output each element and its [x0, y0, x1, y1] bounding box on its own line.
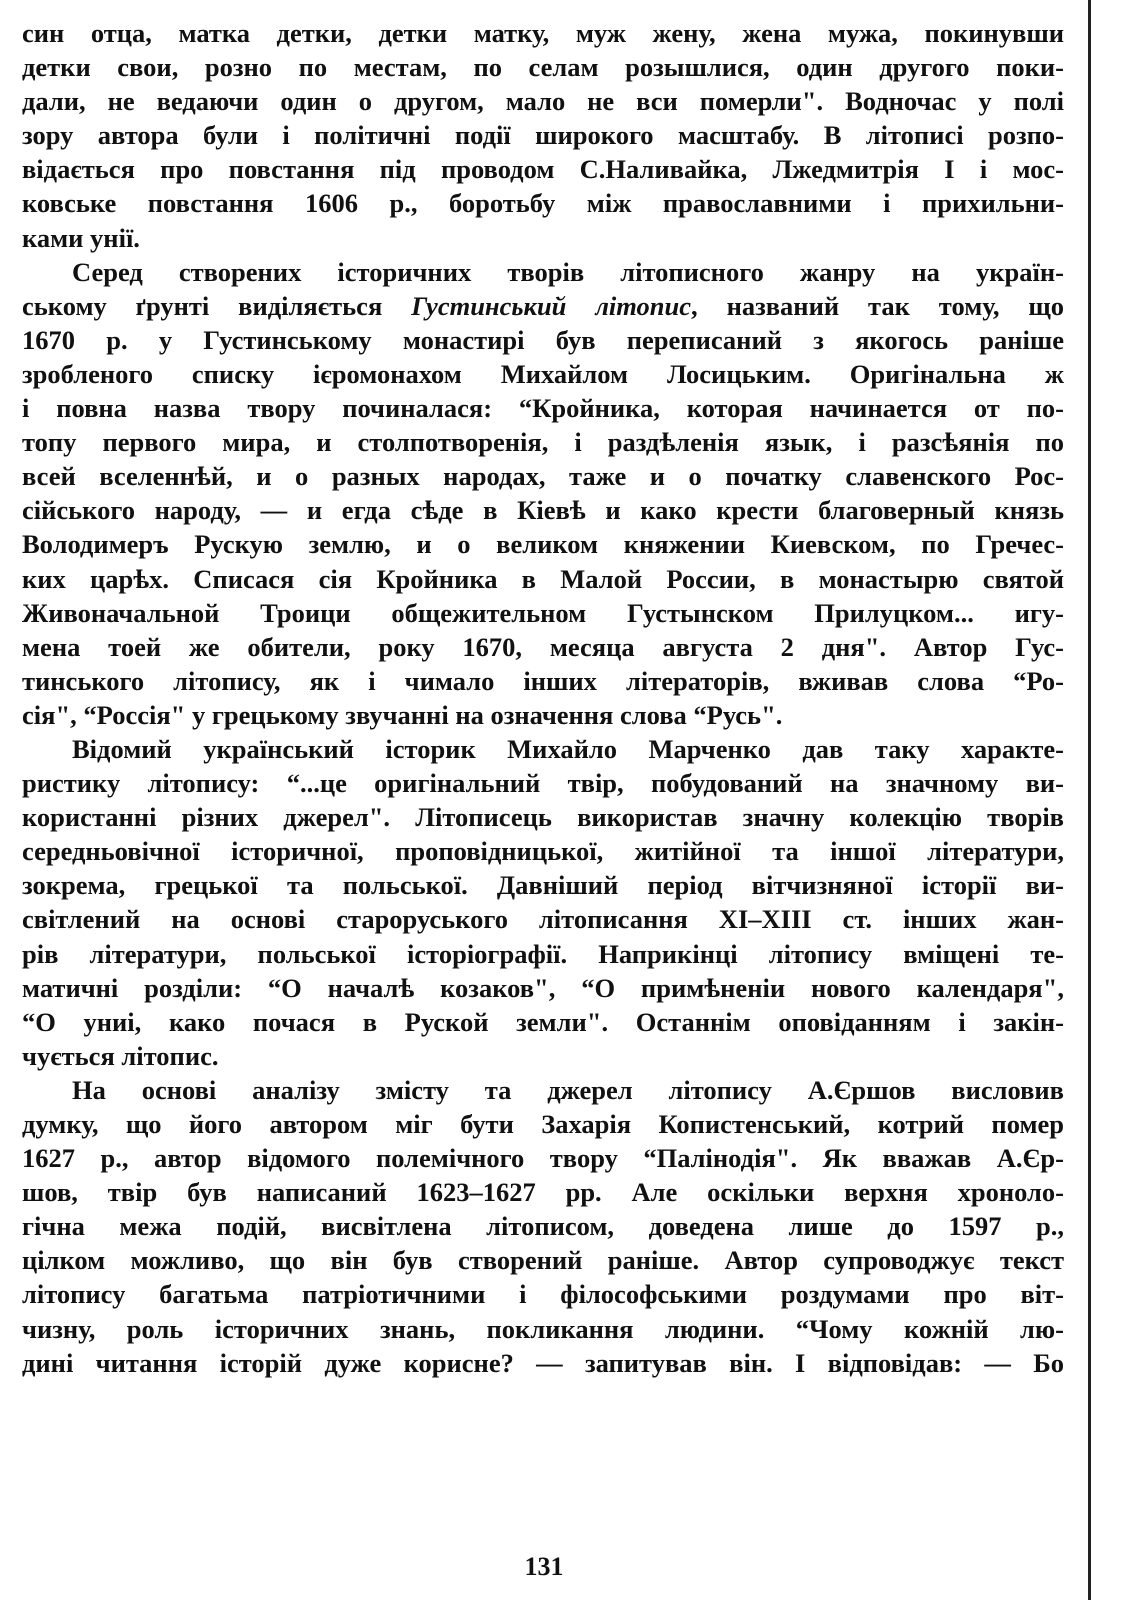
- text-line: Серед створених історичних творів літописного жанру на україн-: [72, 256, 1064, 287]
- text-line: Живоначальной Троици общежительном Густынском Прилуцком... игу-: [22, 597, 1064, 628]
- body-text: [22, 16, 1064, 1380]
- text-line: Володимеръ Рускую землю, и о великом княжении Киевском, по Гречес-: [22, 529, 1064, 560]
- text-line: відається про повстання під проводом С.Наливайка, Лжедмитрія І і мос-: [22, 154, 1064, 185]
- text-line: світлений на основі староруського літописання XI–XIII ст. інших жан-: [22, 904, 1064, 935]
- text-line: детки свои, розно по местам, по селам розышлися, один другого поки-: [22, 52, 1064, 83]
- text-line: ками унії.: [22, 222, 140, 253]
- text-line: гічна межа подій, висвітлена літописом, доведена лише до 1597 р.,: [22, 1211, 1064, 1242]
- text-line: син отца, матка детки, детки матку, муж жену, жена мужа, покинувши: [22, 18, 1064, 48]
- text-line: “О униi, како почася в Руской земли". Останнім оповіданням і закін-: [22, 1006, 1064, 1037]
- text-line: ристику літопису: “...це оригінальний твір, побудований на значному ви-: [22, 768, 1064, 799]
- text-line: тинського літопису, як і чимало інших літераторів, вживав слова “Ро-: [22, 665, 1064, 696]
- text-line: зору автора були і політичні події широкого масштабу. В літописі розпо-: [22, 120, 1064, 151]
- text-line: Відомий український історик Михайло Марченко дав таку характе-: [72, 733, 1064, 764]
- text-line: і повна назва твору починалася: “Кройника, которая начинается от по-: [22, 393, 1064, 424]
- page-number: 131: [524, 1552, 564, 1581]
- text-line: середньовічної історичної, проповідницької, житійної та іншої літератури,: [22, 836, 1064, 867]
- text-line: сійського народу, — и егда сѣде в Кіевѣ и како крести благоверный князь: [22, 495, 1064, 526]
- text-line: 1670 р. у Густинському монастирі був переписаний з якогось раніше: [22, 324, 1064, 355]
- scan-border-right: [1088, 0, 1131, 1600]
- text-line: літопису багатьма патріотичними і філософськими роздумами про віт-: [22, 1279, 1064, 1310]
- text-line: сія", “Россія" у грецькому звучанні на означення слова “Русь".: [22, 699, 783, 730]
- text-line: ському ґрунті виділяється Густинський літопис, названий так тому, що: [22, 290, 1064, 321]
- text-line: зробленого списку ієромонахом Михайлом Лосицьким. Оригінальна ж: [22, 358, 1064, 389]
- text-line: мена тоей же обители, року 1670, месяца августа 2 дня". Автор Гус-: [22, 631, 1064, 662]
- text-line: чизну, роль історичних знань, покликання людини. “Чому кожній лю-: [22, 1313, 1064, 1344]
- text-line: топу первого мира, и столпотворенія, і раздѣленія язык, і разсѣянія по: [22, 427, 1064, 458]
- text-line: шов, твір був написаний 1623–1627 рр. Але оскільки верхня хроноло-: [22, 1177, 1064, 1208]
- italic-title: Густинський літопис: [411, 290, 692, 321]
- text-line: На основі аналізу змісту та джерел літопису А.Єршов висловив: [72, 1074, 1064, 1105]
- text-line: думку, що його автором міг бути Захарія Копистенський, котрий помер: [22, 1109, 1064, 1139]
- text-line: 1627 р., автор відомого полемічного твору “Палінодія". Як вважав А.Єр-: [22, 1143, 1064, 1174]
- text-line: користанні різних джерел". Літописець використав значну колекцію творів: [22, 802, 1064, 833]
- text-line: ковське повстання 1606 р., боротьбу між православними і прихильни-: [22, 188, 1064, 219]
- text-line: дали, не ведаючи один о другом, мало не вси померли". Водночас у полі: [22, 86, 1064, 117]
- text-line: зокрема, грецької та польської. Давніший період вітчизняної історії ви-: [22, 870, 1064, 901]
- text-line: дині читання історій дуже корисне? — запитував він. І відповідав: — Бо: [22, 1347, 1064, 1378]
- text-line: всей вселеннѣй, и о разных народах, таже и о початку славенского Рос-: [22, 461, 1064, 492]
- text-line: рів літератури, польської історіографії. Наприкінці літопису вміщені те-: [22, 938, 1064, 969]
- text-line: чується літопис.: [22, 1040, 219, 1071]
- text-line: матичні розділи: “О началѣ козаков", “О примѣненіи нового календаря",: [22, 972, 1064, 1003]
- text-line: цілком можливо, що він був створений раніше. Автор супроводжує текст: [22, 1245, 1064, 1276]
- text-line: ких царѣх. Списася сія Кройника в Малой России, в монастырю святой: [22, 563, 1064, 594]
